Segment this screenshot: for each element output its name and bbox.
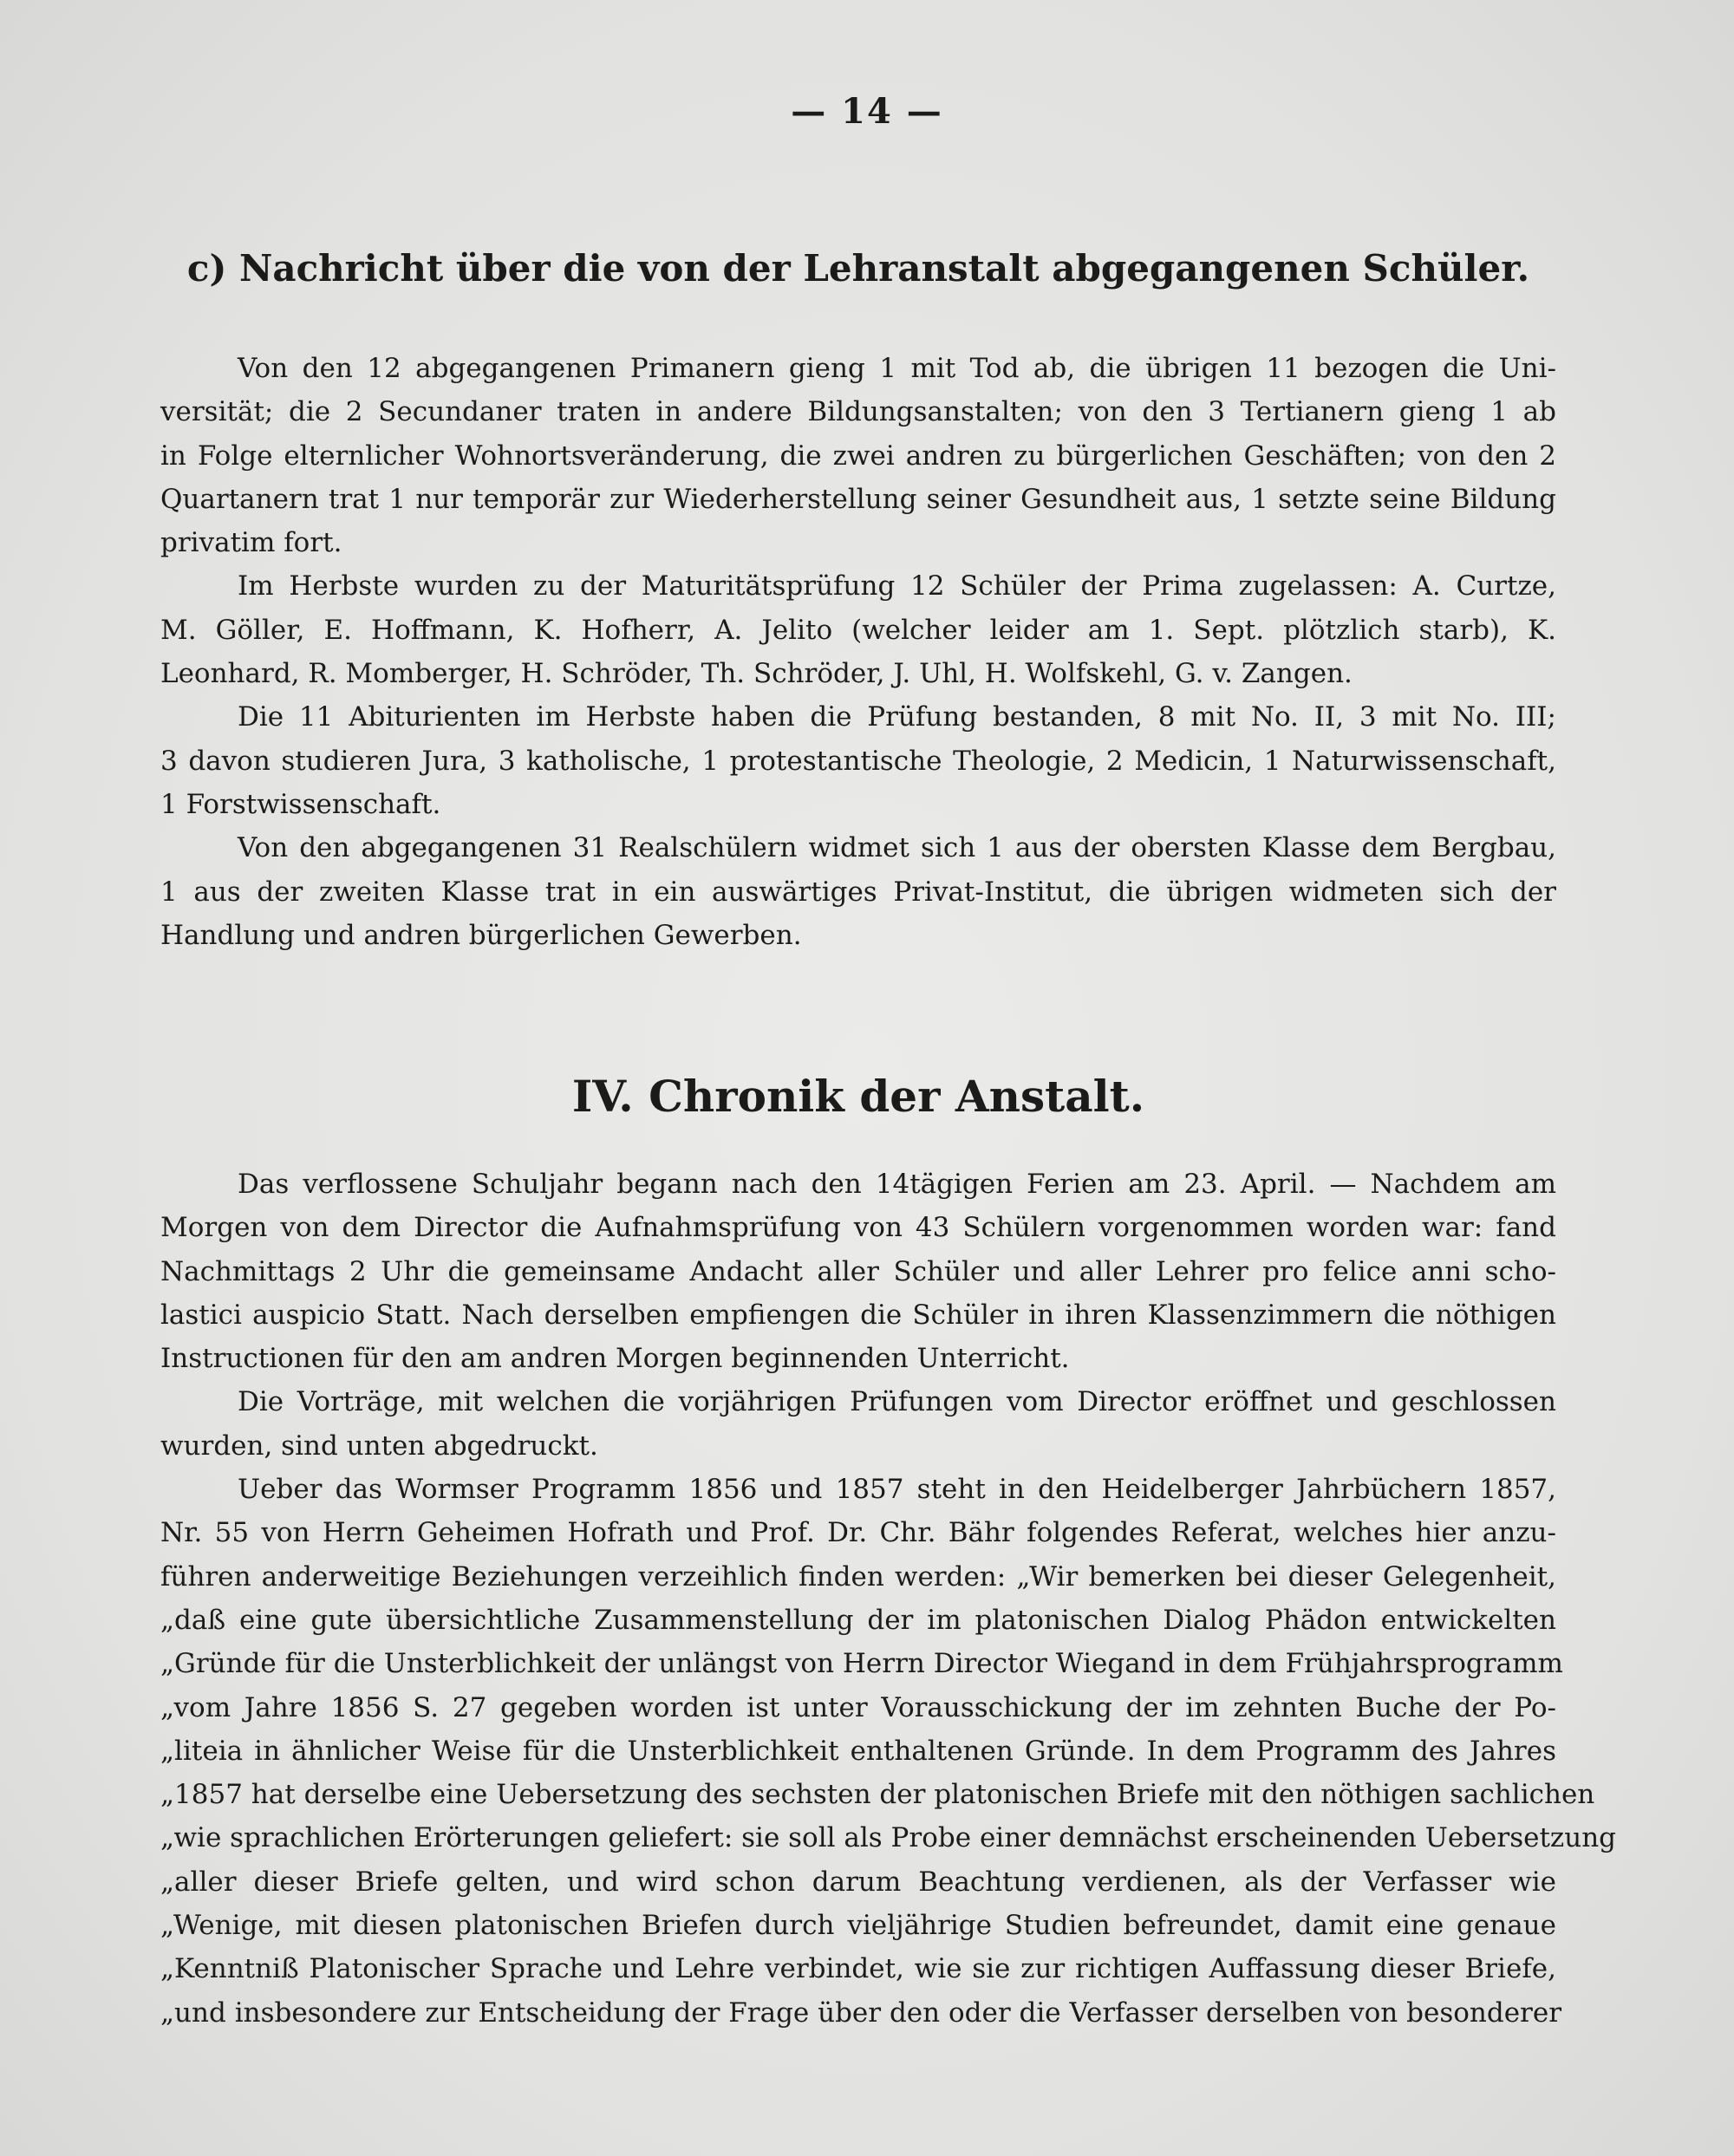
paragraph-line: Die Vorträge, mit welchen die vorjährigen Prüfungen vom Director eröffnet und geschlossen	[238, 1386, 1556, 1418]
paragraph-line: „und insbesondere zur Entscheidung der Frage über den oder die Verfasser derselben von besonderer	[160, 1996, 1562, 2029]
paragraph-line: M. Göller, E. Hoffmann, K. Hofherr, A. Jelito (welcher leider am 1. Sept. plötzlich starb), K.	[160, 614, 1556, 646]
paragraph-line: Die 11 Abiturienten im Herbste haben die Prüfung bestanden, 8 mit No. II, 3 mit No. III;	[238, 701, 1556, 733]
paragraph-line: Nachmittags 2 Uhr die gemeinsame Andacht aller Schüler und aller Lehrer pro felice anni scho-	[160, 1255, 1556, 1287]
section-c-heading: c) Nachricht über die von der Lehranstalt abgegangenen Schüler.	[186, 247, 1530, 290]
paragraph-line: führen anderweitige Beziehungen verzeihlich finden werden: „Wir bemerken bei dieser Gelegenheit,	[160, 1560, 1556, 1593]
paragraph-line: Von den abgegangenen 31 Realschülern widmet sich 1 aus der obersten Klasse dem Bergbau,	[238, 832, 1556, 864]
paragraph-line: „wie sprachlichen Erörterungen geliefert: sie soll als Probe einer demnächst erscheinenden Uebersetzung	[160, 1822, 1617, 1854]
paragraph-line: wurden, sind unten abgedruckt.	[160, 1430, 598, 1462]
paragraph-line: Nr. 55 von Herrn Geheimen Hofrath und Prof. Dr. Chr. Bähr folgendes Referat, welches hier anzu-	[160, 1517, 1556, 1549]
paragraph-line: 1 Forstwissenschaft.	[160, 788, 441, 820]
paragraph-line: „Wenige, mit diesen platonischen Briefen durch vieljährige Studien befreundet, damit eine genaue	[160, 1910, 1556, 1942]
section-c-body	[160, 347, 1556, 957]
paragraph-line: „liteia in ähnlicher Weise für die Unsterblichkeit enthaltenen Gründe. In dem Programm des Jahres	[160, 1735, 1556, 1767]
paragraph-line: „Kenntniß Platonischer Sprache und Lehre verbindet, wie sie zur richtigen Auffassung dieser Briefe,	[160, 1953, 1556, 1985]
paragraph-line: „vom Jahre 1856 S. 27 gegeben worden ist unter Vorausschickung der im zehnten Buche der Po-	[160, 1691, 1556, 1723]
paragraph-line: Ueber das Wormser Programm 1856 und 1857 steht in den Heidelberger Jahrbüchern 1857,	[238, 1474, 1556, 1506]
paragraph-line: „aller dieser Briefe gelten, und wird schon darum Beachtung verdienen, als der Verfasser wie	[160, 1866, 1556, 1898]
paragraph-line: Morgen von dem Director die Aufnahmsprüfung von 43 Schülern vorgenommen worden war: fand	[160, 1212, 1556, 1244]
paragraph-line: Handlung und andren bürgerlichen Gewerben.	[160, 919, 802, 951]
paragraph-line: Leonhard, R. Momberger, H. Schröder, Th. Schröder, J. Uhl, H. Wolfskehl, G. v. Zangen.	[160, 658, 1353, 690]
paragraph-line: Von den 12 abgegangenen Primanern gieng 1 mit Tod ab, die übrigen 11 bezogen die Uni-	[238, 353, 1556, 384]
paragraph-line: lastici auspicio Statt. Nach derselben empfiengen die Schüler in ihren Klassenzimmern die nöthigen	[160, 1299, 1556, 1331]
paragraph-line: privatim fort.	[160, 527, 342, 559]
paragraph-line: in Folge elternlicher Wohnortsveränderung, die zwei andren zu bürgerlichen Geschäften; von den 2	[160, 440, 1556, 472]
section-iv-heading: IV. Chronik der Anstalt.	[571, 1071, 1145, 1122]
paragraph-line: Quartanern trat 1 nur temporär zur Wiederherstellung seiner Gesundheit aus, 1 setzte seine Bildung	[160, 483, 1556, 515]
page-number: — 14 —	[791, 91, 943, 132]
paragraph-line: „Gründe für die Unsterblichkeit der unlängst von Herrn Director Wiegand in dem Frühjahrsprogramm	[160, 1648, 1563, 1680]
paragraph-line: Instructionen für den am andren Morgen beginnenden Unterricht.	[160, 1343, 1070, 1375]
paragraph-line: Das verflossene Schuljahr begann nach den 14tägigen Ferien am 23. April. — Nachdem am	[238, 1169, 1556, 1200]
paragraph-line: 1 aus der zweiten Klasse trat in ein auswärtiges Privat-Institut, die übrigen widmeten sich der	[160, 876, 1556, 908]
paragraph-line: „1857 hat derselbe eine Uebersetzung des sechsten der platonischen Briefe mit den nöthigen sachlichen	[160, 1779, 1595, 1811]
paragraph-line: „daß eine gute übersichtliche Zusammenstellung der im platonischen Dialog Phädon entwickelten	[160, 1604, 1556, 1636]
paragraph-line: Im Herbste wurden zu der Maturitätsprüfung 12 Schüler der Prima zugelassen: A. Curtze,	[238, 570, 1556, 603]
paragraph-line: versität; die 2 Secundaner traten in andere Bildungsanstalten; von den 3 Tertianern gieng 1 ab	[160, 396, 1556, 428]
paragraph-line: 3 davon studieren Jura, 3 katholische, 1 protestantische Theologie, 2 Medicin, 1 Naturwissenschaft,	[160, 745, 1556, 777]
section-iv-body	[160, 1163, 1617, 2035]
